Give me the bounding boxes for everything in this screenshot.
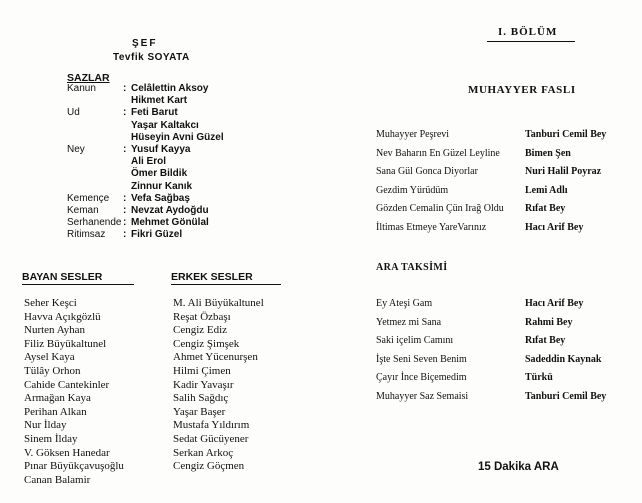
section-title-rule bbox=[487, 41, 575, 42]
female-singer-name: V. Göksen Hanedar bbox=[24, 446, 110, 459]
separator-colon: : bbox=[123, 143, 127, 155]
song-composer: Tanburi Cemil Bey bbox=[525, 129, 607, 140]
male-singer-name: Reşat Özbaşı bbox=[173, 310, 231, 323]
song-row bbox=[376, 335, 636, 348]
separator-colon: : bbox=[123, 107, 127, 119]
musician-name: Yusuf Kayya bbox=[131, 143, 191, 155]
musician-name: Ali Erol bbox=[131, 156, 167, 168]
male-singer-name: Serkan Arkoç bbox=[173, 446, 234, 459]
male-singer-name: Sedat Gücüyener bbox=[173, 432, 249, 445]
song-row bbox=[376, 391, 636, 404]
male-singer-name: Salih Sağdıç bbox=[173, 392, 229, 405]
musician-name: Hüseyin Avni Güzel bbox=[131, 131, 224, 143]
female-singer-name: Nur İlday bbox=[24, 419, 67, 432]
musician-name: Feti Barut bbox=[131, 107, 178, 119]
song-composer: Rıfat Bey bbox=[525, 335, 566, 347]
song-title: Gezdim Yürüdüm bbox=[376, 184, 449, 196]
female-singer-name: Pınar Büyükçavuşoğlu bbox=[24, 460, 124, 473]
song-title: Saki içelim Camını bbox=[376, 335, 454, 347]
instrument-label: Kanun bbox=[67, 83, 96, 94]
separator-colon: : bbox=[123, 229, 127, 241]
female-singer-name: Tülây Orhon bbox=[24, 364, 81, 377]
song-row bbox=[376, 317, 636, 330]
song-title: Sana Gül Gonca Diyorlar bbox=[376, 166, 478, 178]
song-title: Çayır İnce Biçemedim bbox=[376, 372, 467, 384]
ara-taksimi-heading: ARA TAKSİMİ bbox=[376, 262, 448, 273]
song-row bbox=[376, 372, 636, 385]
female-singer-name: Sinem İlday bbox=[24, 432, 78, 445]
musician-name: Nevzat Aydoğdu bbox=[131, 204, 209, 216]
separator-colon: : bbox=[123, 83, 127, 94]
male-singer-name: Cengiz Ediz bbox=[173, 324, 228, 337]
song-row bbox=[376, 166, 636, 179]
male-singer-name: M. Ali Büyükaltunel bbox=[173, 297, 264, 309]
song-title: Ey Ateşi Gam bbox=[376, 298, 433, 309]
sazlar-heading: SAZLAR bbox=[67, 72, 110, 84]
female-singer-name: Armağan Kaya bbox=[24, 392, 91, 405]
section-title: I. BÖLÜM bbox=[498, 26, 558, 38]
instrument-label: Ney bbox=[67, 143, 85, 155]
song-composer: Tanburi Cemil Bey bbox=[525, 391, 607, 402]
song-title: Nev Baharın En Güzel Leyline bbox=[376, 147, 500, 159]
female-singer-name: Nurten Ayhan bbox=[24, 324, 86, 337]
male-singer-name: Mustafa Yıldırım bbox=[173, 419, 250, 432]
song-row bbox=[376, 203, 636, 216]
bayan-sesler-heading: BAYAN SESLER bbox=[22, 271, 134, 285]
male-singer-name: Kadir Yavaşır bbox=[173, 378, 234, 391]
song-composer: Lemi Adlı bbox=[525, 184, 568, 196]
song-row bbox=[376, 354, 636, 367]
conductor-name: Tevfik SOYATA bbox=[113, 52, 190, 63]
female-singer-name: Seher Keşci bbox=[24, 297, 77, 309]
intermission-note: 15 Dakika ARA bbox=[478, 461, 559, 473]
male-singer-name: Cengiz Göçmen bbox=[173, 460, 245, 473]
musician-name: Zinnur Kanık bbox=[131, 180, 193, 192]
conductor-role: ŞEF bbox=[132, 38, 158, 49]
instrument-label: Keman bbox=[67, 204, 99, 216]
female-singer-name: Filiz Büyükaltunel bbox=[24, 337, 107, 350]
song-row bbox=[376, 148, 636, 161]
instrument-label: Kemençe bbox=[67, 192, 110, 204]
song-title: İşte Seni Seven Benim bbox=[376, 353, 467, 365]
fasil-title: MUHAYYER FASLI bbox=[468, 84, 576, 96]
female-singer-name: Havva Açıkgözlü bbox=[24, 310, 101, 323]
musician-name: Mehmet Gönülal bbox=[131, 217, 209, 229]
song-composer: Rıfat Bey bbox=[525, 203, 566, 215]
erkek-sesler-heading: ERKEK SESLER bbox=[171, 271, 281, 285]
song-composer: Bimen Şen bbox=[525, 147, 571, 159]
song-title: Yetmez mi Sana bbox=[376, 316, 442, 328]
instrument-label: Ritimsaz bbox=[67, 229, 106, 241]
song-title: Gözden Cemalin Çün Irağ Oldu bbox=[376, 203, 504, 215]
male-singer-name: Yaşar Başer bbox=[173, 405, 226, 418]
musician-name: Celâlettin Aksoy bbox=[131, 83, 209, 94]
song-row bbox=[376, 222, 636, 235]
female-singer-name: Canan Balamir bbox=[24, 473, 91, 486]
song-composer: Türkü bbox=[525, 372, 553, 384]
female-singer-name: Cahide Cantekinler bbox=[24, 378, 110, 391]
male-singer-name: Ahmet Yücenurşen bbox=[173, 351, 258, 364]
song-title: İltimas Etmeye YareVarınız bbox=[376, 222, 487, 233]
musician-name: Hikmet Kart bbox=[131, 95, 188, 107]
separator-colon: : bbox=[123, 204, 127, 216]
song-row bbox=[376, 298, 636, 311]
female-singer-name: Aysel Kaya bbox=[24, 351, 75, 364]
male-singer-name: Cengiz Şimşek bbox=[173, 337, 240, 350]
female-singers-list bbox=[24, 297, 124, 487]
song-title: Muhayyer Peşrevi bbox=[376, 129, 450, 140]
musician-name: Yaşar Kaltakcı bbox=[131, 119, 199, 131]
song-row bbox=[376, 129, 636, 142]
instrument-label: Serhanende bbox=[67, 217, 122, 229]
song-composer: Sadeddin Kaynak bbox=[525, 353, 602, 365]
separator-colon: : bbox=[123, 217, 127, 229]
instrument-label: Ud bbox=[67, 107, 80, 119]
separator-colon: : bbox=[123, 192, 127, 204]
musician-name: Fikri Güzel bbox=[131, 229, 183, 241]
female-singer-name: Perihan Alkan bbox=[24, 405, 87, 418]
song-composer: Rahmi Bey bbox=[525, 316, 573, 328]
song-title: Muhayyer Saz Semaisi bbox=[376, 391, 469, 402]
male-singers-list bbox=[173, 297, 264, 474]
song-composer: Hacı Arif Bey bbox=[525, 222, 584, 233]
song-composer: Hacı Arif Bey bbox=[525, 298, 584, 309]
male-singer-name: Hilmi Çimen bbox=[173, 364, 231, 377]
song-composer: Nuri Halil Poyraz bbox=[525, 166, 602, 178]
musician-name: Vefa Sağbaş bbox=[131, 192, 190, 204]
song-row bbox=[376, 185, 636, 198]
musician-name: Ömer Bildik bbox=[131, 168, 188, 180]
